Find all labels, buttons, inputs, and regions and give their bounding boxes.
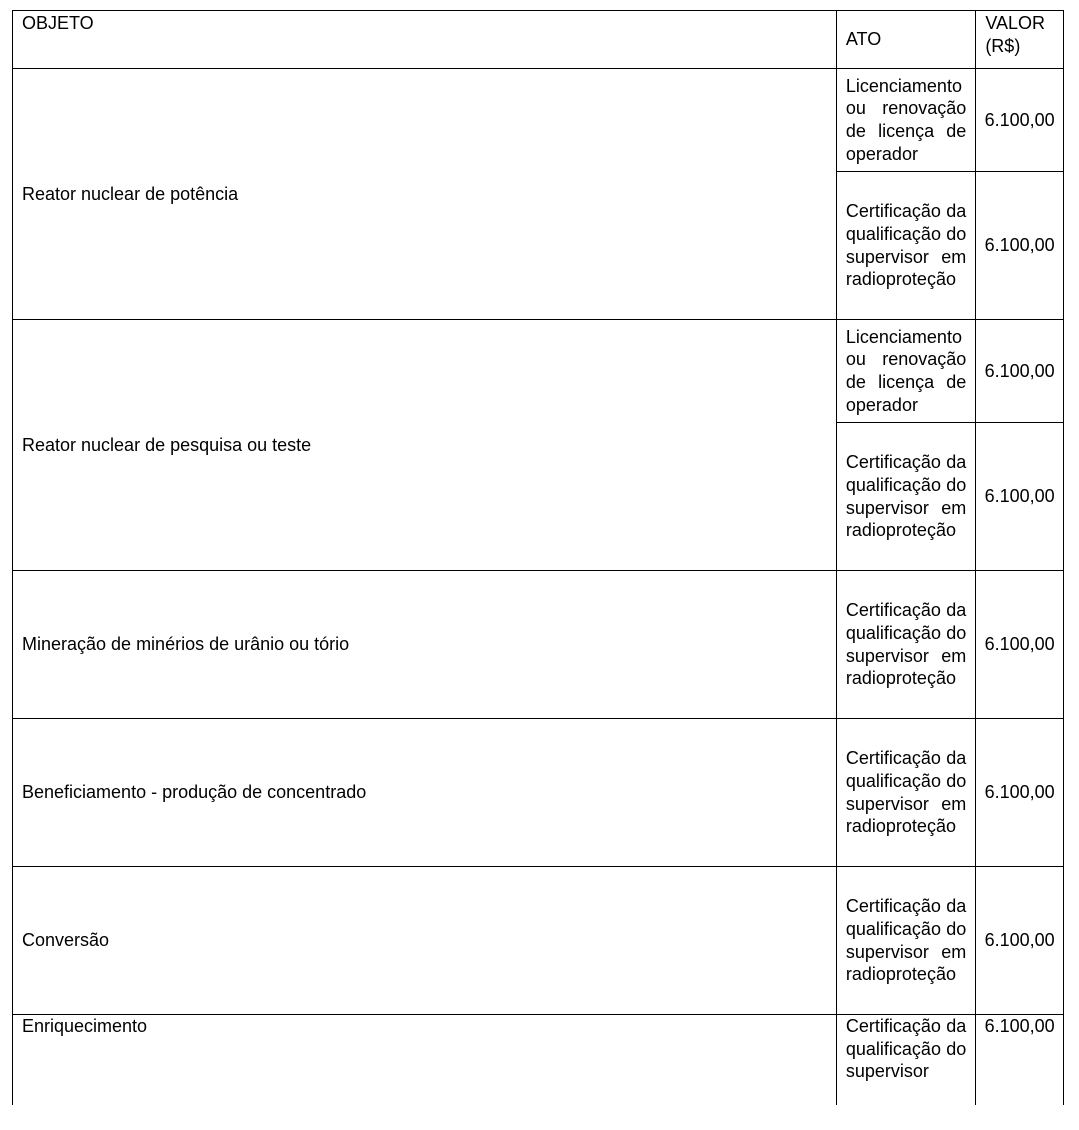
cell-ato: Licenciamento ou renovação de licença de operador xyxy=(836,320,975,423)
cell-objeto: Reator nuclear de pesquisa ou teste xyxy=(13,320,837,571)
table-row xyxy=(13,320,1064,423)
cell-objeto: Reator nuclear de potência xyxy=(13,69,837,320)
cell-valor: 6.100,00 xyxy=(976,867,1064,1015)
fee-table-document xyxy=(12,10,1064,1105)
cell-ato: Certificação da qualificação do supervisor em radioproteção xyxy=(836,571,975,719)
cell-valor: 6.100,00 xyxy=(976,719,1064,867)
fee-table xyxy=(12,10,1064,1105)
header-valor: VALOR (R$) xyxy=(976,11,1064,69)
cell-objeto: Conversão xyxy=(13,867,837,1015)
cell-valor: 6.100,00 xyxy=(976,69,1064,172)
cell-ato: Certificação da qualificação do supervisor em radioproteção xyxy=(836,719,975,867)
cell-ato: Certificação da qualificação do supervisor em radioproteção xyxy=(836,172,975,320)
cell-valor: 6.100,00 xyxy=(976,320,1064,423)
cell-objeto: Enriquecimento xyxy=(13,1015,837,1105)
cell-valor: 6.100,00 xyxy=(976,1015,1064,1105)
table-row xyxy=(13,69,1064,172)
table-row xyxy=(13,1015,1064,1105)
table-row xyxy=(13,719,1064,867)
table-row xyxy=(13,571,1064,719)
cell-ato: Licenciamento ou renovação de licença de operador xyxy=(836,69,975,172)
cell-objeto: Beneficiamento - produção de concentrado xyxy=(13,719,837,867)
cell-valor: 6.100,00 xyxy=(976,571,1064,719)
cell-valor: 6.100,00 xyxy=(976,172,1064,320)
cell-ato: Certificação da qualificação do supervisor em radioproteção xyxy=(836,867,975,1015)
table-row xyxy=(13,867,1064,1015)
cell-ato: Certificação da qualificação do supervisor em radioproteção xyxy=(836,423,975,571)
header-ato: ATO xyxy=(836,11,975,69)
table-header-row xyxy=(13,11,1064,69)
header-objeto: OBJETO xyxy=(13,11,837,69)
cell-objeto: Mineração de minérios de urânio ou tório xyxy=(13,571,837,719)
cell-valor: 6.100,00 xyxy=(976,423,1064,571)
cell-ato: Certificação da qualificação do supervisor xyxy=(836,1015,975,1105)
